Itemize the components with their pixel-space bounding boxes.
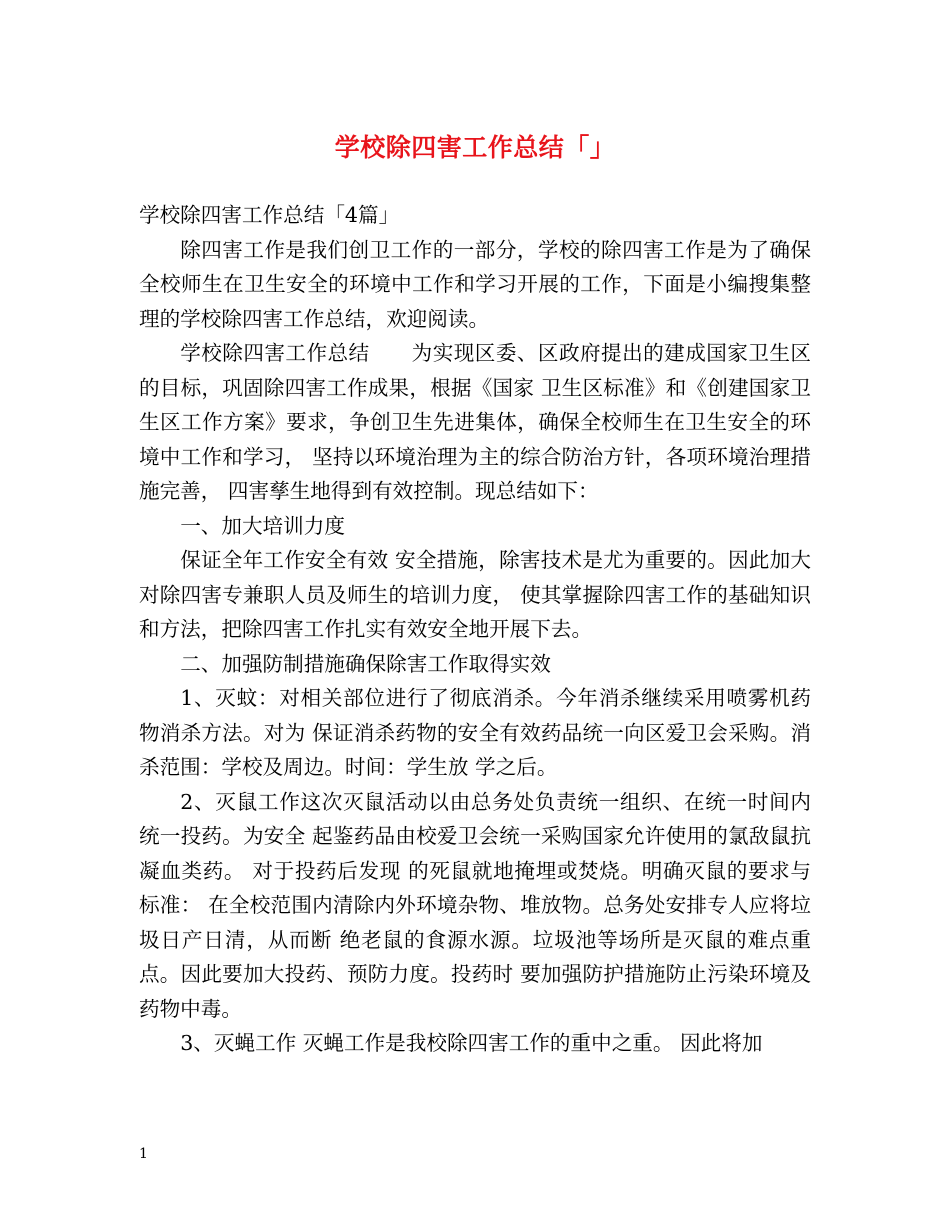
document-title: 学校除四害工作总结「」	[334, 133, 616, 162]
paragraph-summary: 学校除四害工作总结 为实现区委、区政府提出的建成国家卫生区的目标，巩固除四害工作成果，根据《国家 卫生区标准》和《创建国家卫生区工作方案》要求，争创卫生先进集体，确保全校师生在卫生安全的环境中工作和学习， 坚持以环境治理为主的综合防治方针，各项环境治理措施完善， 四害孳生地得到有效控制。现总结如下：	[139, 341, 811, 503]
paragraph-training: 保证全年工作安全有效 安全措施，除害技术是尤为重要的。因此加大对除四害专兼职人员及师生的培训力度， 使其掌握除四害工作的基础知识和方法，把除四害工作扎实有效安全地开展下去。	[139, 548, 811, 641]
paragraph-fly: 3、灭蝇工作 灭蝇工作是我校除四害工作的重中之重。 因此将加	[180, 1031, 763, 1055]
page-number: 1	[139, 1146, 148, 1162]
paragraph-subtitle: 学校除四害工作总结「4篇」	[139, 203, 400, 227]
paragraph-mosquito: 1、灭蚊：对相关部位进行了彻底消杀。今年消杀继续采用喷雾机药物消杀方法。对为 保证消杀药物的安全有效药品统一向区爱卫会采购。消杀范围：学校及周边。时间：学生放 学之后。	[139, 686, 811, 779]
section-heading-measures: 二、加强防制措施确保除害工作取得实效	[180, 651, 551, 676]
section-heading-training: 一、加大培训力度	[180, 513, 345, 538]
document-body	[139, 198, 811, 1061]
paragraph-intro: 除四害工作是我们创卫工作的一部分，学校的除四害工作是为了确保全校师生在卫生安全的环境中工作和学习开展的工作，下面是小编搜集整理的学校除四害工作总结，欢迎阅读。	[139, 237, 811, 331]
paragraph-rodent: 2、灭鼠工作这次灭鼠活动以由总务处负责统一组织、在统一时间内统一投药。为安全 起鉴药品由校爱卫会统一采购国家允许使用的氯敌鼠抗凝血类药。 对于投药后发现 的死鼠就地掩埋或焚烧。明确灭鼠的要求与标准： 在全校范围内清除内外环境杂物、堆放物。总务处安排专人应将垃圾日产日清，从而断 绝老鼠的食源水源。垃圾池等场所是灭鼠的难点重点。因此要加大投药、预防力度。投药时 要加强防护措施防止污染环境及药物中毒。	[139, 789, 811, 1021]
